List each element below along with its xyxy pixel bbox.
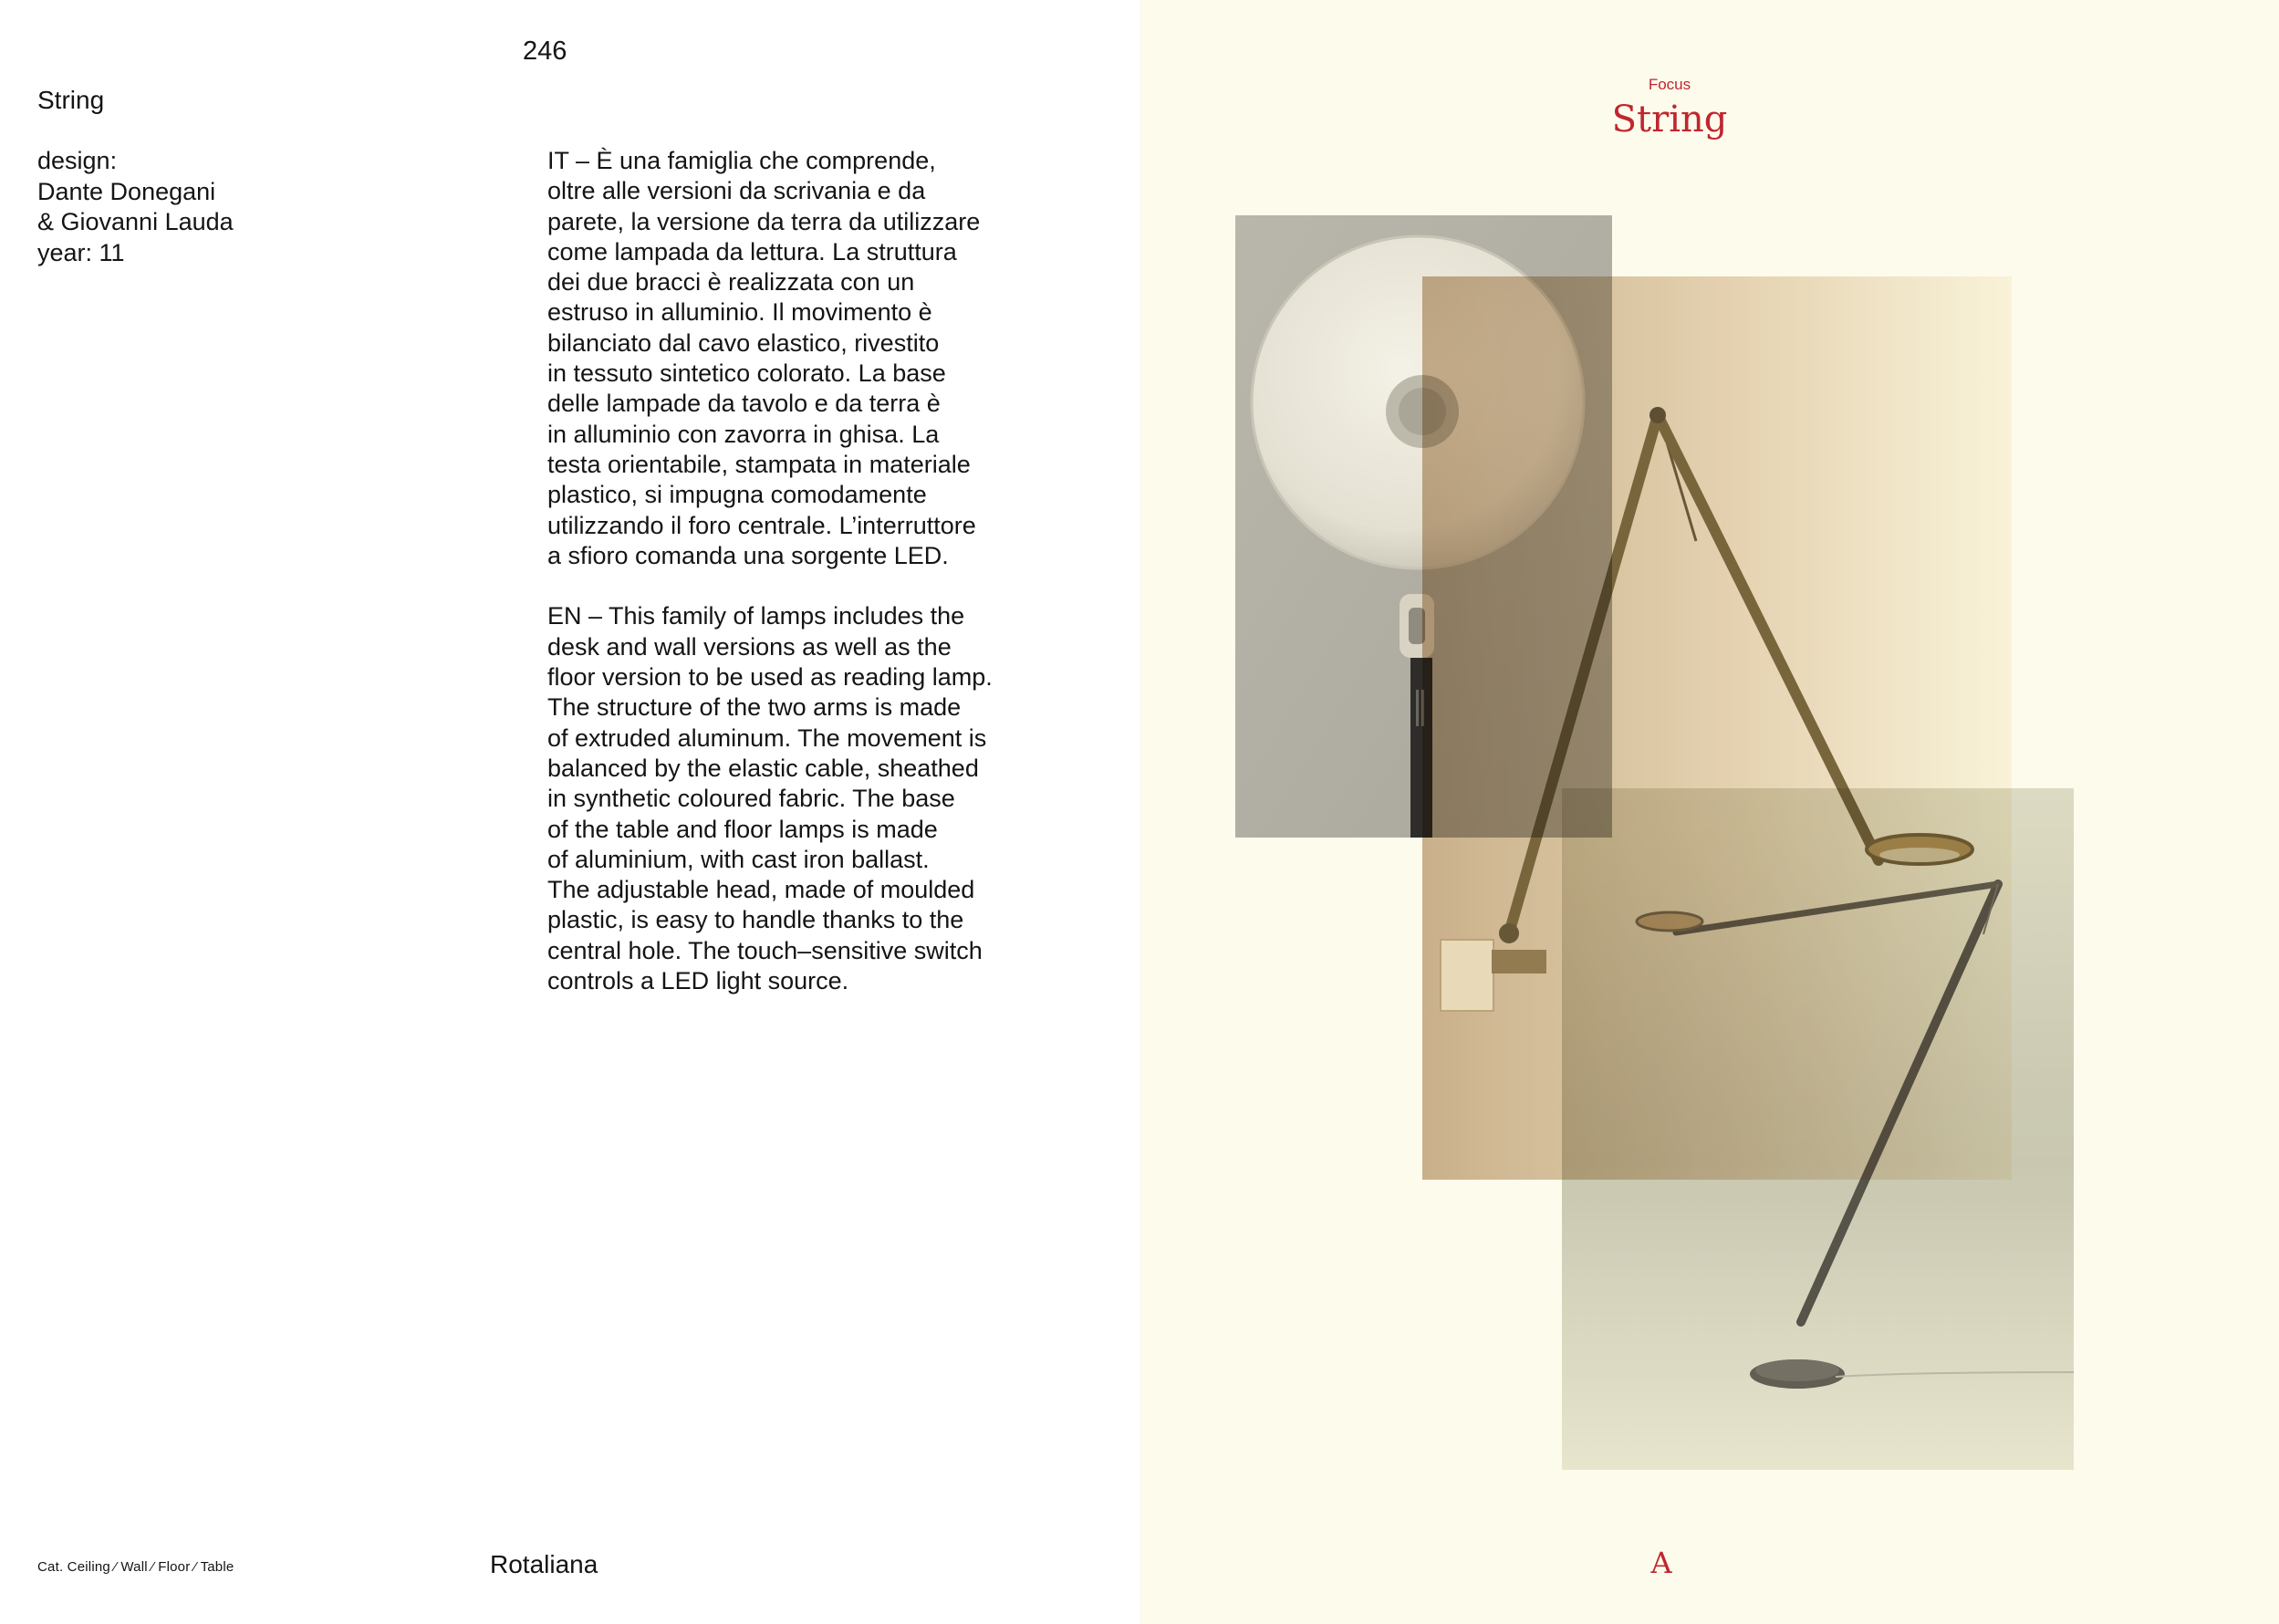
text-line: delle lampade da tavolo e da terra è (547, 390, 941, 418)
text-line: desk and wall versions as well as the (547, 632, 952, 661)
text-line: EN – This family of lamps includes the (547, 602, 965, 630)
text-line: come lampada da lettura. La struttura (547, 237, 957, 265)
text-line: of aluminium, with cast iron ballast. (547, 845, 930, 873)
text-line: balanced by the elastic cable, sheathed (547, 754, 979, 782)
footer-brand: Rotaliana (490, 1550, 598, 1578)
focus-label: Focus (1648, 76, 1691, 93)
text-line: in alluminio con zavorra in ghisa. La (547, 420, 940, 448)
text-line: utilizzando il foro centrale. L’interruttore (547, 511, 976, 539)
text-line: a sfioro comanda una sorgente LED. (547, 541, 949, 569)
paragraph-gap (547, 571, 1095, 601)
footer-category: Cat. Ceiling ⁄ Wall ⁄ Floor ⁄ Table (37, 1559, 234, 1575)
text-line: parete, la versione da terra da utilizzare (547, 207, 981, 235)
english-paragraph (547, 601, 1095, 996)
text-line: The adjustable head, made of moulded (547, 876, 975, 904)
text-line: oltre alle versioni da scrivania e da (547, 177, 926, 205)
text-line: bilanciato dal cavo elastico, rivestito (547, 328, 940, 357)
text-line: floor version to be used as reading lamp. (547, 663, 993, 692)
text-line: controls a LED light source. (547, 967, 849, 995)
text-line: in synthetic coloured fabric. The base (547, 785, 955, 813)
text-line: IT – È una famiglia che comprende, (547, 147, 936, 174)
credit-line: design: (37, 147, 118, 174)
text-line: testa orientabile, stampata in materiale (547, 450, 971, 478)
text-line: plastico, si impugna comodamente (547, 481, 927, 509)
text-line: in tessuto sintetico colorato. La base (547, 359, 946, 388)
text-line: The structure of the two arms is made (547, 693, 962, 722)
text-line: central hole. The touch–sensitive switch (547, 936, 983, 964)
floor-lamp-photo (1562, 788, 2074, 1470)
focus-title: String (1611, 99, 1728, 141)
text-line: plastic, is easy to handle thanks to the (547, 906, 964, 934)
text-line: of extruded aluminum. The movement is (547, 724, 987, 752)
page-number: 246 (523, 36, 567, 66)
text-line: estruso in alluminio. Il movimento è (547, 298, 932, 327)
credit-line: Dante Donegani (37, 177, 216, 205)
text-line: dei due bracci è realizzata con un (547, 268, 915, 297)
credit-line: & Giovanni Lauda (37, 208, 234, 235)
credit-line: year: 11 (37, 238, 125, 266)
description-text (547, 146, 1095, 996)
text-line: of the table and floor lamps is made (547, 815, 938, 843)
credits (37, 146, 234, 268)
footer-mark: A (1650, 1546, 1672, 1580)
italian-paragraph (547, 146, 1095, 571)
product-name: String (37, 86, 105, 114)
